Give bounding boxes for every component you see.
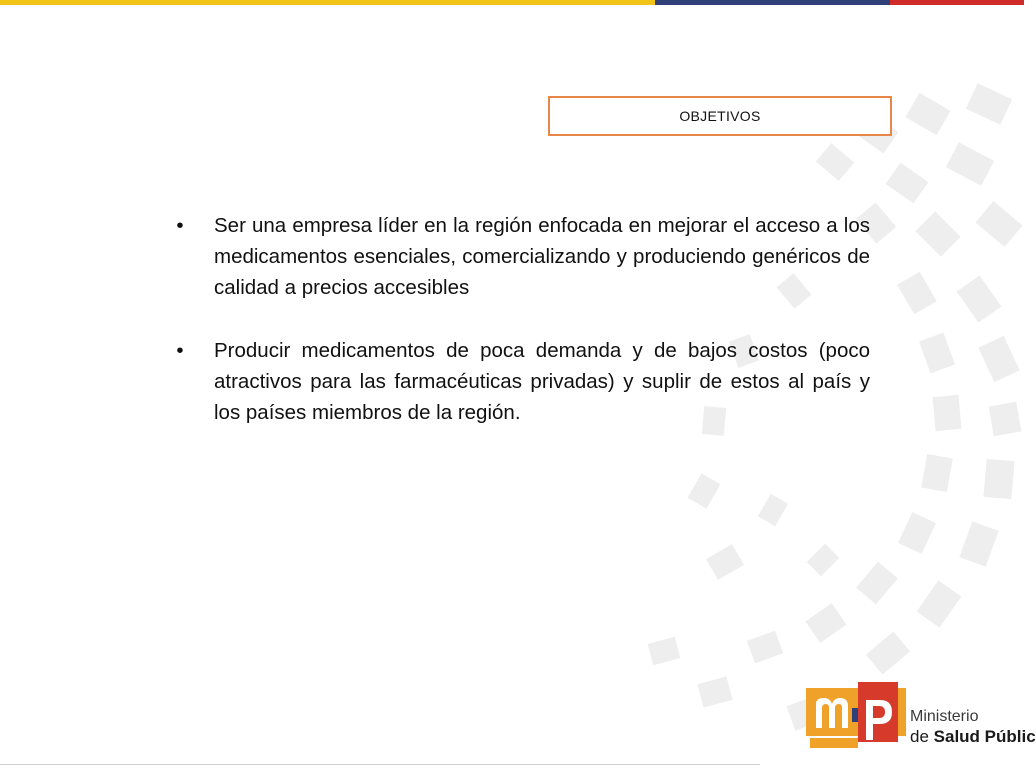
bottom-divider [0, 764, 760, 765]
logo-line-ministerio: Ministerio [910, 708, 979, 725]
list-item-text: Producir medicamentos de poca demanda y de bajos costos (poco atractivos para las farmacéuticas privadas) y suplir de estos al país y los países miembros de la región. [214, 339, 870, 424]
top-bar-yellow [0, 0, 655, 5]
logo-line-prefix: de [910, 727, 929, 746]
logo-line-salud [910, 727, 1036, 747]
slide-title-box [548, 96, 892, 136]
top-color-bar [0, 0, 1024, 6]
msp-logo-mark [806, 678, 906, 750]
list-item [170, 335, 870, 428]
bullet-marker: • [176, 339, 184, 362]
top-bar-red [890, 0, 1024, 5]
logo-line-bold: Salud Públic [933, 727, 1036, 746]
list-item-text: Ser una empresa líder en la región enfocada en mejorar el acceso a los medicamentos esenciales, comercializando y produciendo genéricos de calidad a precios accesibles [214, 214, 870, 299]
slide-title: OBJETIVOS [679, 108, 761, 124]
top-bar-blue [655, 0, 890, 5]
list-item [170, 210, 870, 303]
objectives-list [170, 210, 870, 460]
bullet-marker: • [176, 214, 184, 237]
ministry-logo [806, 678, 1036, 768]
